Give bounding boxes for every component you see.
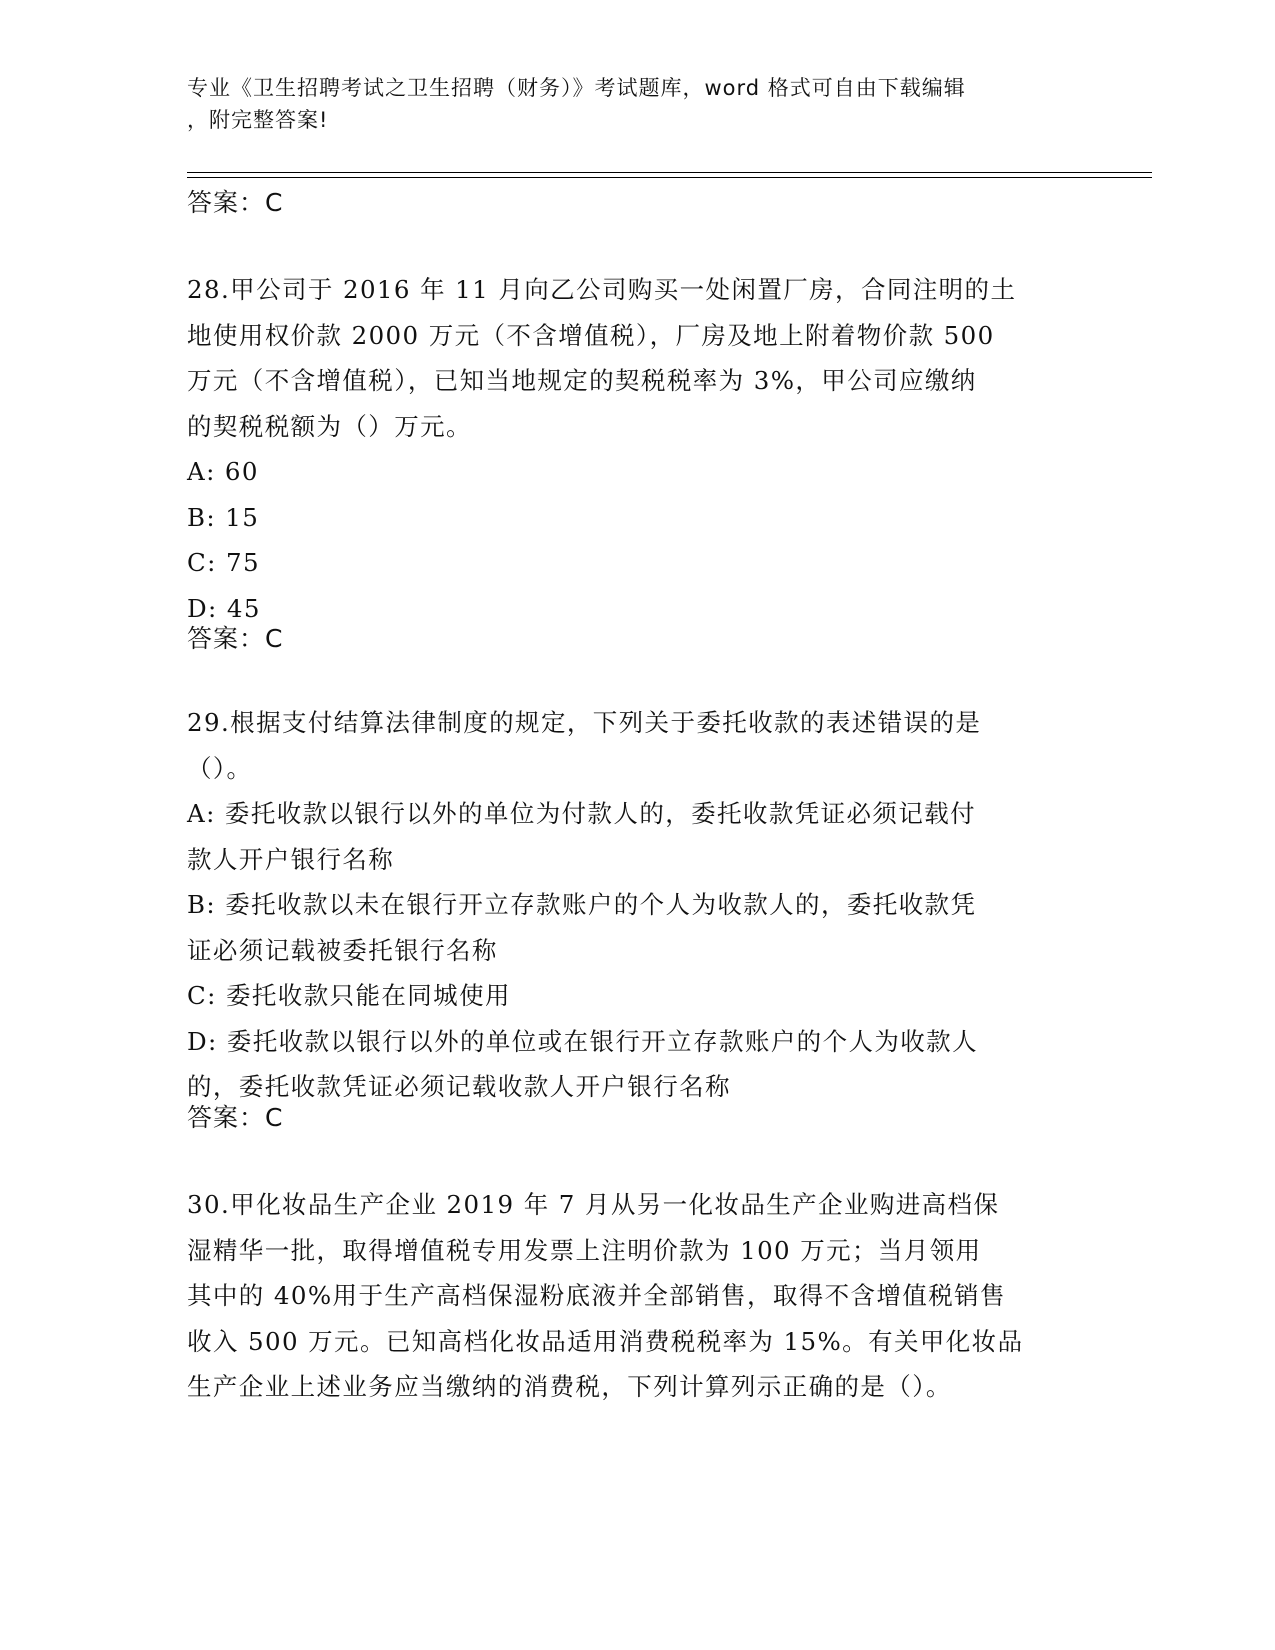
question-28-line: 万元（不含增值税），已知当地规定的契税税率为 3%，甲公司应缴纳	[187, 366, 977, 395]
question-30-line: 其中的 40%用于生产高档保湿粉底液并全部销售，取得不含增值税销售	[187, 1281, 1006, 1310]
option-c: C: 75	[187, 548, 260, 577]
question-30-line: 30.甲化妆品生产企业 2019 年 7 月从另一化妆品生产企业购进高档保	[187, 1190, 1000, 1219]
option-b: B: 15	[187, 502, 260, 532]
option-d: D: 委托收款以银行以外的单位或在银行开立存款账户的个人为收款人	[187, 1026, 978, 1056]
question-30-line: 湿精华一批，取得增值税专用发票上注明价款为 100 万元；当月领用	[187, 1235, 982, 1265]
question-29-line: 29.根据支付结算法律制度的规定，下列关于委托收款的表述错误的是	[187, 708, 982, 737]
option-b-cont: 证必须记载被委托银行名称	[187, 935, 498, 965]
option-c: C: 委托收款只能在同城使用	[187, 981, 511, 1010]
option-a: A: 60	[187, 457, 259, 486]
header-rule-top	[187, 172, 1152, 173]
question-28	[187, 267, 1087, 631]
option-a-cont: 款人开户银行名称	[187, 844, 395, 874]
question-30-line: 生产企业上述业务应当缴纳的消费税，下列计算列示正确的是（）。	[187, 1372, 952, 1401]
option-d-cont: 的，委托收款凭证必须记载收款人开户银行名称	[187, 1072, 731, 1101]
answer-q29: 答案：C	[187, 1103, 284, 1132]
document-header	[187, 72, 1067, 136]
header-line-2: ，附完整答案!	[187, 108, 329, 132]
header-line-1: 专业《卫生招聘考试之卫生招聘（财务）》考试题库，word 格式可自由下载编辑	[187, 76, 966, 100]
answer-q27: 答案：C	[187, 188, 284, 217]
question-28-line: 28.甲公司于 2016 年 11 月向乙公司购买一处闲置厂房，合同注明的土	[187, 275, 1017, 304]
answer-q28: 答案：C	[187, 624, 284, 653]
question-30-line: 收入 500 万元。已知高档化妆品适用消费税税率为 15%。有关甲化妆品	[187, 1326, 1024, 1356]
option-d: D: 45	[187, 593, 261, 623]
header-rule-bottom	[187, 177, 1152, 178]
question-29	[187, 700, 1087, 1110]
question-29-line: （）。	[187, 753, 253, 783]
option-a: A: 委托收款以银行以外的单位为付款人的，委托收款凭证必须记载付	[187, 799, 977, 828]
question-30	[187, 1182, 1087, 1410]
question-28-line: 地使用权价款 2000 万元（不含增值税），厂房及地上附着物价款 500	[187, 320, 995, 350]
option-b: B: 委托收款以未在银行开立存款账户的个人为收款人的，委托收款凭	[187, 890, 977, 919]
question-28-line: 的契税税额为（）万元。	[187, 411, 472, 441]
